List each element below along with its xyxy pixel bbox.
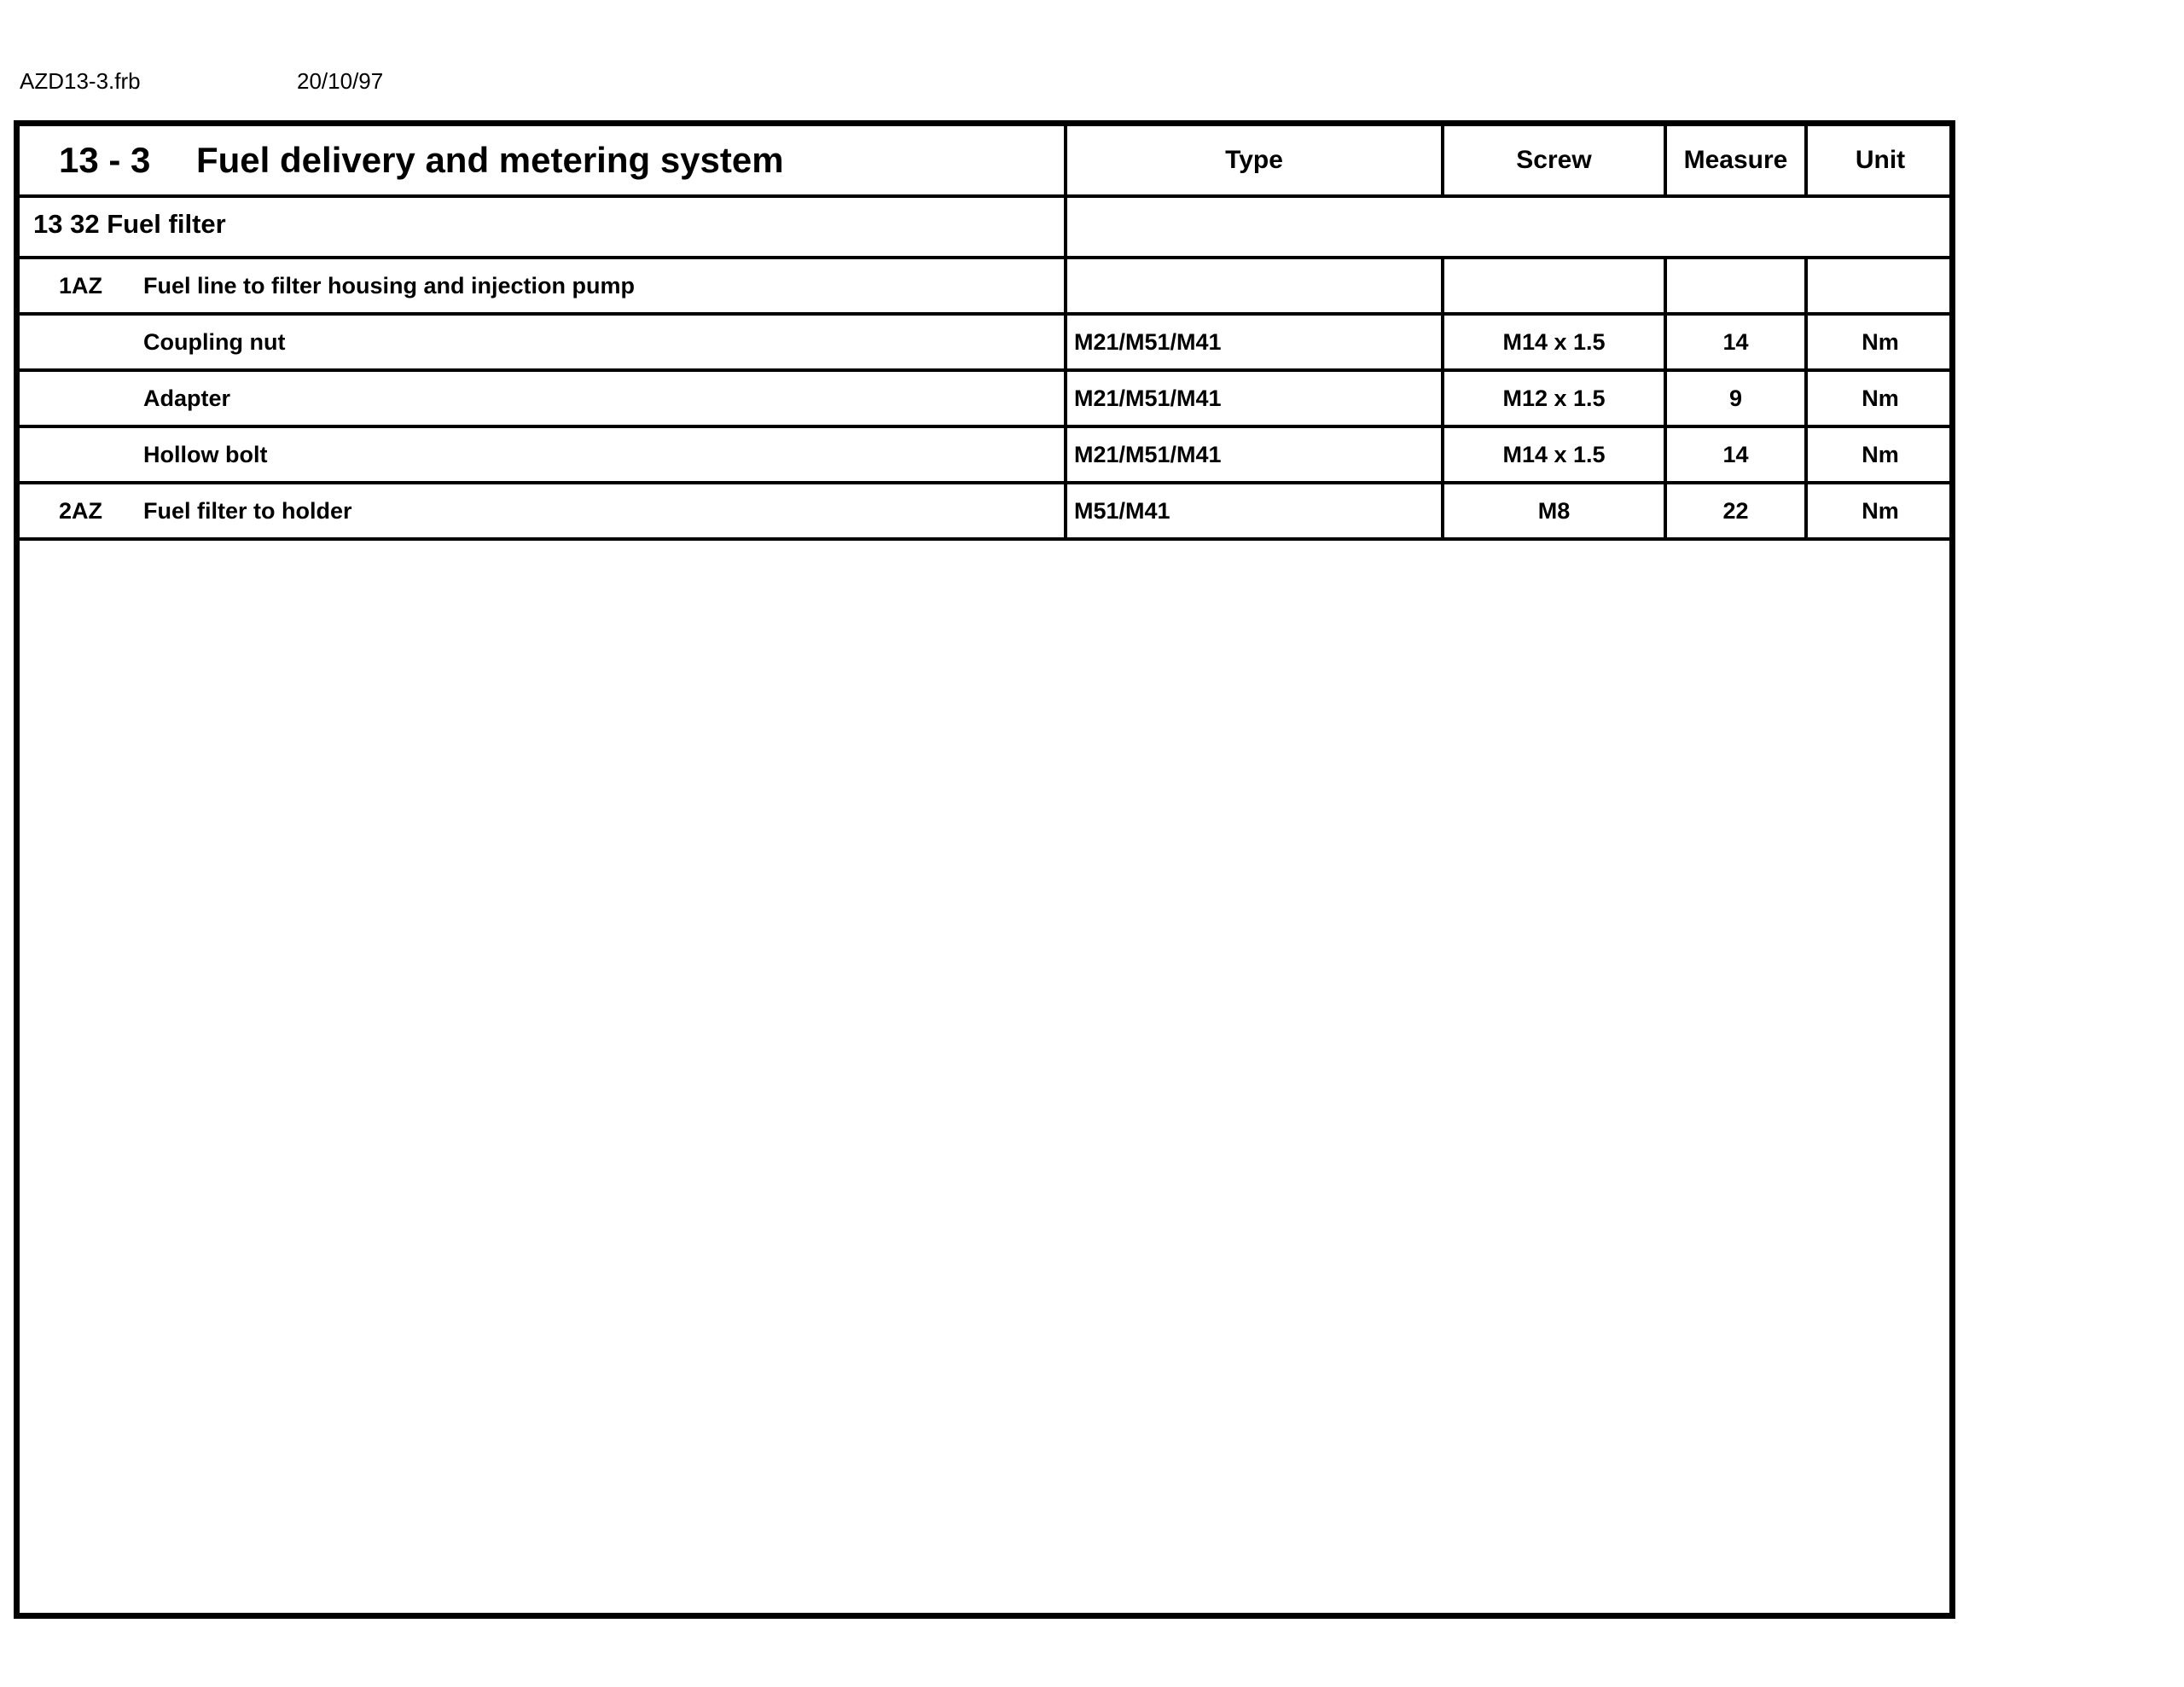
- column-header-screw: Screw: [1516, 146, 1592, 174]
- row-measure: 14: [1722, 328, 1749, 355]
- row-screw: M14 x 1.5: [1502, 328, 1606, 355]
- column-header-type: Type: [1225, 146, 1283, 174]
- row-type: M21/M51/M41: [1074, 385, 1222, 411]
- row-code: 1AZ: [59, 272, 103, 299]
- rule-row-5: [20, 537, 1949, 541]
- section-title: 13 32 Fuel filter: [33, 209, 226, 239]
- torque-spec-table: [14, 120, 1955, 1619]
- row-unit: Nm: [1862, 441, 1899, 467]
- row-type: M21/M51/M41: [1074, 328, 1222, 355]
- row-measure: 22: [1722, 497, 1749, 524]
- row-description: Coupling nut: [143, 328, 286, 355]
- row-screw: M12 x 1.5: [1502, 385, 1606, 411]
- row-description: Fuel filter to holder: [143, 497, 352, 524]
- column-header-measure: Measure: [1683, 146, 1788, 174]
- row-description: Fuel line to filter housing and injection pump: [143, 272, 635, 299]
- row-type: M21/M51/M41: [1074, 441, 1222, 467]
- row-measure: 9: [1728, 385, 1743, 411]
- row-measure: 14: [1722, 441, 1749, 467]
- chapter-title: Fuel delivery and metering system: [196, 140, 784, 180]
- row-screw: M14 x 1.5: [1502, 441, 1606, 467]
- row-screw: M8: [1537, 497, 1571, 524]
- rule-header: [20, 194, 1949, 198]
- row-unit: Nm: [1862, 328, 1899, 355]
- row-type: M51/M41: [1074, 497, 1170, 524]
- column-header-unit: Unit: [1855, 146, 1906, 174]
- document-filename: AZD13-3.frb: [20, 68, 141, 94]
- row-unit: Nm: [1862, 497, 1899, 524]
- row-description: Adapter: [143, 385, 231, 411]
- document-date: 20/10/97: [297, 68, 384, 94]
- row-code: 2AZ: [59, 497, 103, 524]
- row-unit: Nm: [1862, 385, 1899, 411]
- chapter-number: 13 - 3: [59, 140, 151, 180]
- row-description: Hollow bolt: [143, 441, 268, 467]
